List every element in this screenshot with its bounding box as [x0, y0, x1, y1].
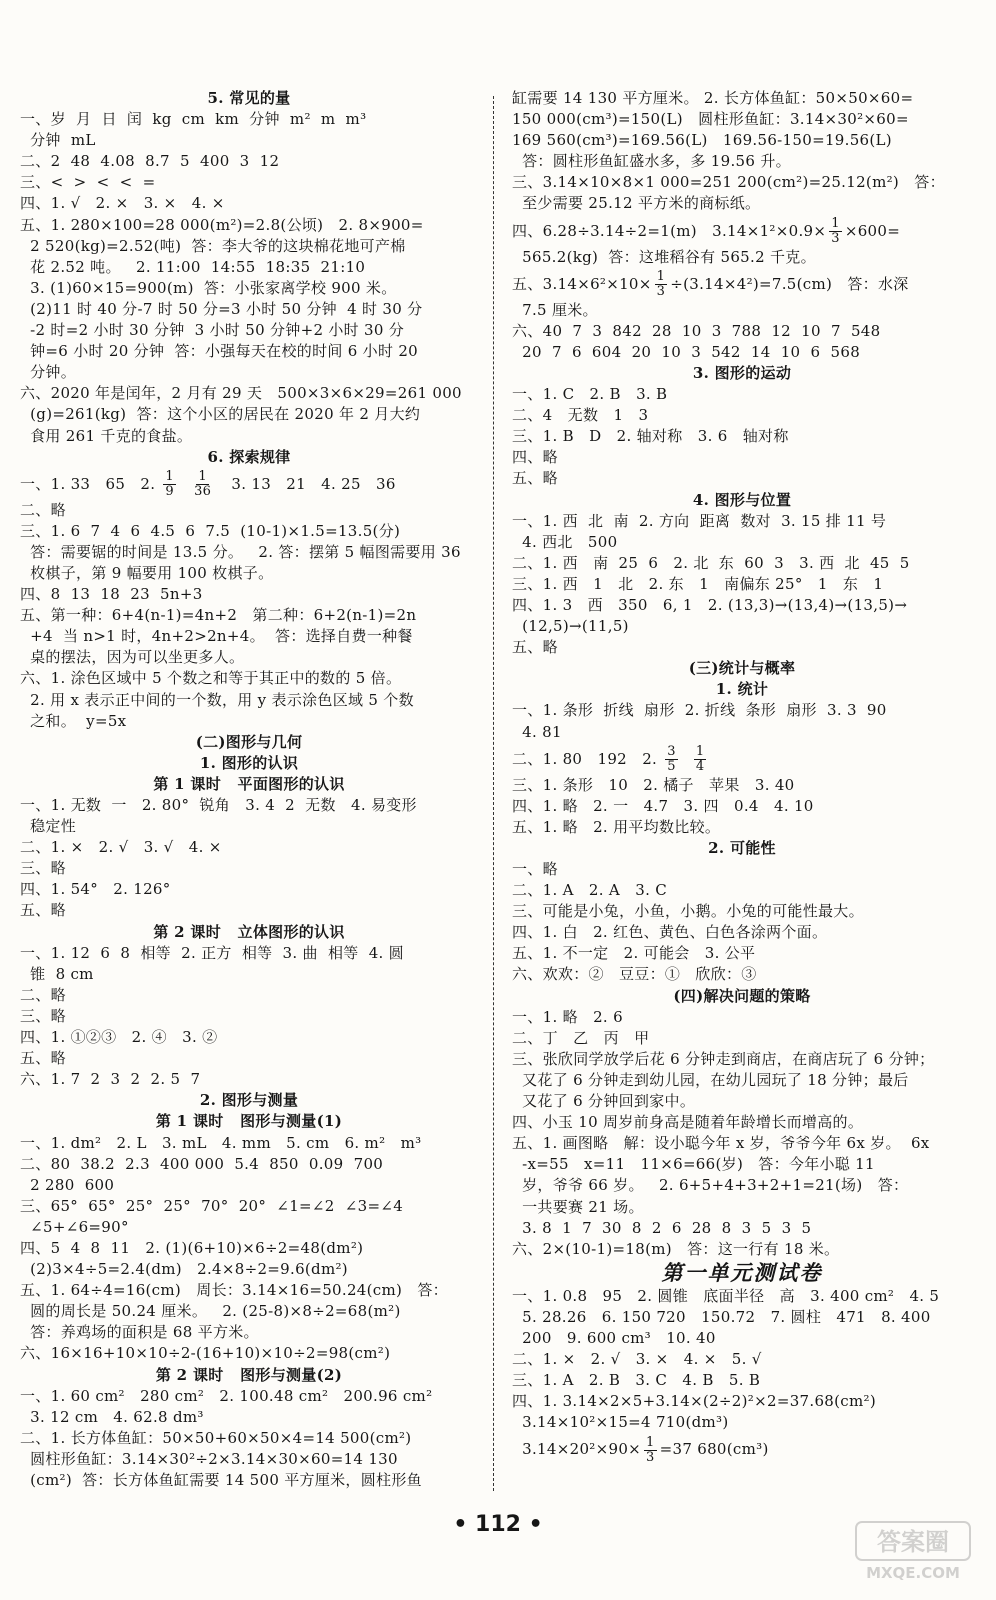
- line-text: 第 2 课时 立体图形的认识: [153, 922, 345, 941]
- line-text: 四、略: [512, 448, 558, 467]
- line-text: 200 9. 600 cm³ 10. 40: [512, 1328, 716, 1347]
- line-text: 钟=6 小时 20 分钟 答：小强每天在校的时间 6 小时 20: [20, 342, 419, 361]
- line-text: 五、1. 64÷4=16(cm) 周长：3.14×16=50.24(cm) 答：: [20, 1281, 448, 1300]
- line-text: 四、1. √ 2. × 3. × 4. ×: [20, 194, 225, 213]
- answer-line: [20, 130, 478, 151]
- line-text: 四、1. 54° 2. 126°: [20, 880, 171, 899]
- line-text: +4 当 n>1 时，4n+2>2n+4。 答：选择自费一种餐: [20, 627, 413, 646]
- answer-line: [512, 1049, 972, 1070]
- answer-line: [20, 1154, 478, 1175]
- answer-line: [512, 268, 972, 300]
- section-heading: [20, 774, 478, 795]
- line-text: 四、1. 3 西 350 6, 1 2. (13,3)→(13,4)→(13,5)→: [512, 595, 908, 614]
- answer-line: [20, 1196, 478, 1217]
- line-text: (cm²) 答：长方体鱼缸需要 14 500 平方厘米，圆柱形鱼: [20, 1471, 422, 1489]
- denominator: 3: [656, 284, 666, 300]
- section-heading: [512, 658, 972, 679]
- answer-line: [20, 1449, 478, 1470]
- line-text: 二、略: [20, 985, 66, 1004]
- section-heading: [20, 753, 478, 774]
- denominator: 5: [667, 759, 676, 775]
- answer-line: [20, 500, 478, 521]
- line-text: 一、1. 12 6 8 相等 2. 正方 相等 3. 曲 相等 4. 圆: [20, 943, 404, 962]
- answer-line: [512, 151, 972, 172]
- section-heading: [512, 363, 972, 384]
- numerator: 1: [695, 744, 705, 760]
- line-text: 565.2(kg) 答：这堆稻谷有 565.2 千克。: [512, 247, 816, 266]
- line-text: 1. 统计: [715, 680, 769, 699]
- answer-line: [512, 247, 972, 268]
- answer-line: [512, 775, 972, 796]
- line-text: -2 时=2 小时 30 分钟 3 小时 50 分钟+2 小时 30 分: [20, 321, 405, 340]
- answer-line: [20, 109, 478, 130]
- answer-line: [512, 468, 972, 489]
- line-text: 4. 图形与位置: [692, 490, 792, 509]
- answer-line: [20, 816, 478, 837]
- answer-line: [512, 532, 972, 553]
- line-text: 二、1. × 2. √ 3. √ 4. ×: [20, 838, 222, 857]
- answer-line: [512, 553, 972, 574]
- line-text: ÷(3.14×4²)=7.5(cm) 答：水深: [670, 274, 909, 293]
- line-text: 20 7 6 604 20 10 3 542 14 10 6 568: [512, 342, 861, 361]
- answer-line: [20, 1470, 478, 1491]
- line-text: 三、< > < < =: [20, 173, 156, 192]
- answer-line: [512, 901, 972, 922]
- line-text: 2 280 600: [20, 1175, 115, 1194]
- line-text: 一、1. dm² 2. L 3. mL 4. mm 5. cm 6. m² m³: [20, 1133, 422, 1152]
- answer-line: [20, 900, 478, 921]
- answer-line: [20, 1175, 478, 1196]
- line-text: (二)图形与几何: [195, 732, 303, 751]
- line-text: 答：养鸡场的面积是 68 平方米。: [20, 1323, 259, 1342]
- line-text: 三、可能是小兔，小鱼，小鹅。小兔的可能性最大。: [512, 902, 864, 921]
- answer-line: [512, 574, 972, 595]
- fraction: [694, 745, 707, 774]
- answer-line: [20, 1238, 478, 1259]
- line-text: 圆柱形鱼缸：3.14×30²÷2×3.14×30×60=14 130: [20, 1449, 398, 1468]
- line-text: 6. 探索规律: [207, 447, 291, 466]
- answer-line: [20, 320, 478, 341]
- answer-line: [20, 151, 478, 172]
- section-heading: [20, 88, 478, 109]
- section-heading: [20, 1090, 478, 1111]
- watermark-logo: [854, 1518, 972, 1582]
- line-text: 六、1. 涂色区域中 5 个数之和等于其正中的数的 5 倍。: [20, 669, 402, 688]
- answer-line: [512, 922, 972, 943]
- line-text: 五、第一种：6+4(n-1)=4n+2 第二种：6+2(n-1)=2n: [20, 606, 417, 625]
- answer-line: [20, 193, 478, 214]
- answer-line: [20, 647, 478, 668]
- line-text: 五、略: [512, 638, 558, 657]
- line-text: 一、1. C 2. B 3. B: [512, 385, 668, 404]
- answer-line: [512, 1070, 972, 1091]
- line-text: 四、8 13 18 23 5n+3: [20, 585, 203, 604]
- answer-line: [512, 1091, 972, 1112]
- line-text: 六、2020 年是闰年，2 月有 29 天 500×3×6×29=261 000: [20, 384, 462, 403]
- line-text: 五、1. 画图略 解：设小聪今年 x 岁，爷爷今年 6x 岁。 6x: [512, 1134, 930, 1153]
- svg-text:MXQE.COM: MXQE.COM: [866, 1564, 960, 1582]
- line-text: 之和。 y=5x: [20, 711, 127, 730]
- line-text: 三、1. A 2. B 3. C 4. B 5. B: [512, 1371, 761, 1390]
- line-text: 第 2 课时 图形与测量(2): [155, 1365, 343, 1384]
- answer-line: [20, 468, 478, 500]
- line-text: (g)=261(kg) 答：这个小区的居民在 2020 年 2 月大约: [20, 405, 421, 424]
- answer-line: [512, 700, 972, 721]
- line-text: 二、丁 乙 丙 甲: [512, 1028, 650, 1047]
- line-text: 六、欢欢：② 豆豆：① 欣欣：③: [512, 965, 757, 984]
- line-text: 又花了 6 分钟回到家中。: [512, 1092, 696, 1111]
- line-text: 一、略: [512, 860, 558, 878]
- line-text: 四、1. 白 2. 红色、黄色、白色各涂两个面。: [512, 923, 828, 942]
- denominator: 3: [831, 231, 840, 247]
- answer-line: [512, 511, 972, 532]
- answer-line: [20, 795, 478, 816]
- section-heading: [512, 986, 972, 1007]
- answer-line: [20, 521, 478, 542]
- line-text: 分钟。: [20, 363, 77, 382]
- line-text: 六、16×16+10×10÷2-(16+10)×10÷2=98(cm²): [20, 1344, 391, 1363]
- svg-text:答案圈: 答案圈: [877, 1528, 949, 1556]
- answer-line: [20, 257, 478, 278]
- line-text: 3.14×10²×15=4 710(dm³): [512, 1413, 729, 1432]
- line-text: 三、1. 条形 10 2. 橘子 苹果 3. 40: [512, 775, 795, 794]
- answer-line: [512, 817, 972, 838]
- answer-line: [512, 1133, 972, 1154]
- line-text: 三、1. B D 2. 轴对称 3. 6 轴对称: [512, 427, 789, 446]
- answer-line: [512, 743, 972, 775]
- line-text: 三、略: [20, 859, 66, 878]
- line-text: 二、1. × 2. √ 3. × 4. × 5. √: [512, 1350, 762, 1369]
- answer-line: [20, 1133, 478, 1154]
- line-text: 分钟 mL: [20, 131, 96, 150]
- line-text: 三、1. 西 1 北 2. 东 1 南偏东 25° 1 东 1: [512, 574, 884, 593]
- answer-line: [512, 637, 972, 658]
- answer-line: [20, 943, 478, 964]
- line-text: 第 1 课时 图形与测量(1): [155, 1112, 343, 1131]
- section-heading: [20, 1111, 478, 1132]
- denominator: 3: [646, 1449, 655, 1465]
- numerator: 1: [165, 469, 174, 485]
- answer-line: [20, 1048, 478, 1069]
- line-text: 五、略: [20, 1049, 66, 1068]
- line-text: 1. 图形的认识: [199, 753, 299, 772]
- line-text: 二、1. 长方体鱼缸：50×50+60×50×4=14 500(cm²): [20, 1428, 412, 1447]
- answer-line: [512, 1433, 972, 1465]
- line-text: 第一单元测试卷: [661, 1259, 823, 1285]
- answer-line: [20, 837, 478, 858]
- fraction: [644, 1436, 657, 1465]
- line-text: 二、80 38.2 2.3 400 000 5.4 850 0.09 700: [20, 1154, 384, 1173]
- line-text: 5. 28.26 6. 150 720 150.72 7. 圆柱 471 8. 400: [512, 1307, 931, 1326]
- section-heading: [20, 1365, 478, 1386]
- answer-line: [20, 1301, 478, 1322]
- line-text: 4. 西北 500: [512, 532, 618, 551]
- answer-line: [512, 964, 972, 985]
- section-heading: [20, 447, 478, 468]
- line-text: 3. 图形的运动: [692, 363, 792, 382]
- section-heading: [20, 922, 478, 943]
- answer-line: [20, 584, 478, 605]
- line-text: 锥 8 cm: [20, 964, 94, 983]
- fraction: [829, 217, 842, 246]
- answer-line: [512, 595, 972, 616]
- answer-line: [20, 404, 478, 425]
- answer-line: [20, 1069, 478, 1090]
- answer-line: [20, 879, 478, 900]
- answer-line: [20, 858, 478, 879]
- answer-line: [20, 1006, 478, 1027]
- answer-line: [512, 384, 972, 405]
- answer-line: [512, 1239, 972, 1260]
- answer-line: [20, 278, 478, 299]
- denominator: 36: [194, 484, 212, 500]
- answer-line: [512, 130, 972, 151]
- answer-line: [20, 215, 478, 236]
- section-heading: [20, 732, 478, 753]
- line-text: (2)11 时 40 分-7 时 50 分=3 小时 50 分钟 4 时 30 分: [20, 299, 423, 318]
- answer-line: [512, 172, 972, 193]
- line-text: 3. 8 1 7 30 8 2 6 28 8 3 5 3 5: [512, 1218, 812, 1237]
- line-text: 六、2×(10-1)=18(m) 答：这一行有 18 米。: [512, 1239, 840, 1258]
- line-text: ∠5+∠6=90°: [20, 1217, 129, 1236]
- line-text: 二、1. 80 192 2.: [512, 749, 663, 768]
- line-text: 四、5 4 8 11 2. (1)(6+10)×6÷2=48(dm²): [20, 1238, 364, 1257]
- line-text: 2. 图形与测量: [199, 1091, 299, 1110]
- answer-line: [512, 1007, 972, 1028]
- answer-line: [20, 1322, 478, 1343]
- answer-line: [512, 1175, 972, 1196]
- line-text: ×600=: [844, 221, 901, 240]
- answer-line: [20, 690, 478, 711]
- line-text: (12,5)→(11,5): [512, 617, 629, 636]
- line-text: 六、40 7 3 842 28 10 3 788 12 10 7 548: [512, 321, 881, 340]
- line-text: 三、1. 6 7 4 6 4.5 6 7.5 (10-1)×1.5=13.5(分): [20, 521, 401, 540]
- column-divider: [493, 96, 494, 1491]
- answer-line: [512, 1412, 972, 1433]
- line-text: 三、张欣同学放学后花 6 分钟走到商店，在商店玩了 6 分钟；: [512, 1049, 935, 1068]
- line-text: =37 680(cm³): [659, 1440, 769, 1459]
- line-text: 五、1. 略 2. 用平均数比较。: [512, 817, 721, 836]
- line-text: 2 520(kg)=2.52(吨) 答：李大爷的这块棉花地可产棉: [20, 236, 406, 255]
- line-text: 169 560(cm³)=169.56(L) 169.56-150=19.56(L): [512, 131, 892, 150]
- answer-line: [512, 300, 972, 321]
- answer-line: [512, 1307, 972, 1328]
- line-text: 五、3.14×6²×10×: [512, 274, 652, 293]
- answer-line: [20, 1259, 478, 1280]
- answer-line: [20, 626, 478, 647]
- line-text: 五、略: [512, 469, 558, 488]
- section-heading: [512, 838, 972, 859]
- answer-line: [512, 1197, 972, 1218]
- line-text: 枚棋子，第 9 幅要用 100 枚棋子。: [20, 563, 274, 582]
- answer-line: [20, 542, 478, 563]
- line-text: [681, 750, 691, 768]
- answer-line: [512, 193, 972, 214]
- answer-line: [512, 1328, 972, 1349]
- answer-line: [512, 109, 972, 130]
- line-text: 缸需要 14 130 平方厘米。 2. 长方体鱼缸：50×50×60=: [512, 89, 914, 107]
- answer-line: [512, 722, 972, 743]
- line-text: 答：圆柱形鱼缸盛水多，多 19.56 升。: [512, 152, 791, 171]
- answer-line: [512, 1028, 972, 1049]
- answer-line: [20, 1407, 478, 1428]
- line-text: 4. 81: [512, 722, 562, 741]
- line-text: 桌的摆法，因为可以坐更多人。: [20, 648, 245, 667]
- line-text: 第 1 课时 平面图形的认识: [153, 774, 345, 793]
- answer-line: [20, 299, 478, 320]
- line-text: 二、1. A 2. A 3. C: [512, 881, 667, 900]
- answer-line: [20, 711, 478, 732]
- answer-line: [20, 1027, 478, 1048]
- answer-line: [512, 1112, 972, 1133]
- answer-line: [512, 943, 972, 964]
- answer-line: [512, 1370, 972, 1391]
- answer-line: [20, 341, 478, 362]
- answer-line: [20, 1280, 478, 1301]
- line-text: (三)统计与概率: [688, 659, 796, 678]
- line-text: 四、1. ①②③ 2. ④ 3. ②: [20, 1028, 218, 1047]
- answer-line: [512, 342, 972, 363]
- line-text: 3.14×20²×90×: [512, 1440, 642, 1459]
- answer-line: [20, 362, 478, 383]
- line-text: 一共要赛 21 场。: [512, 1197, 644, 1216]
- line-text: 五、略: [20, 901, 66, 920]
- line-text: 三、略: [20, 1006, 66, 1025]
- answer-line: [512, 447, 972, 468]
- answer-line: [20, 1217, 478, 1238]
- line-text: 2. 可能性: [708, 838, 776, 857]
- line-text: 一、1. 60 cm² 280 cm² 2. 100.48 cm² 200.96 cm²: [20, 1386, 433, 1405]
- line-text: 二、1. 西 南 25 6 2. 北 东 60 3 3. 西 北 45 5: [512, 553, 910, 572]
- answer-line: [512, 859, 972, 880]
- numerator: 1: [656, 269, 666, 285]
- line-text: 150 000(cm³)=150(L) 圆柱形鱼缸：3.14×30²×60=: [512, 110, 909, 129]
- answer-line: [20, 1386, 478, 1407]
- line-text: 二、略: [20, 500, 66, 519]
- answer-line: [20, 1428, 478, 1449]
- right-answer-column: [512, 88, 972, 1465]
- line-text: 四、6.28÷3.14÷2=1(m) 3.14×1²×0.9×: [512, 221, 827, 240]
- line-text: 花 2.52 吨。 2. 11:00 14:55 18:35 21:10: [20, 257, 366, 276]
- line-text: 3. 13 21 4. 25 36: [216, 474, 396, 493]
- section-heading: [512, 490, 972, 511]
- answer-line: [512, 1218, 972, 1239]
- answer-line: [20, 172, 478, 193]
- line-text: 岁，爷爷 66 岁。 2. 6+5+4+3+2+1=21(场) 答：: [512, 1176, 909, 1195]
- line-text: 三、65° 65° 25° 25° 70° 20° ∠1=∠2 ∠3=∠4: [20, 1196, 404, 1215]
- line-text: 3. 12 cm 4. 62.8 dm³: [20, 1407, 204, 1426]
- line-text: (四)解决问题的策略: [673, 986, 811, 1005]
- answer-line: [20, 383, 478, 404]
- answer-line: [512, 215, 972, 247]
- answer-line: [20, 668, 478, 689]
- left-answer-column: [20, 88, 478, 1491]
- answer-line: [512, 796, 972, 817]
- line-text: 圆的周长是 50.24 厘米。 2. (25-8)×8÷2=68(m²): [20, 1302, 401, 1321]
- line-text: 六、1. 7 2 3 2 2. 5 7: [20, 1070, 201, 1089]
- line-text: 二、4 无数 1 3: [512, 406, 649, 425]
- line-text: 四、1. 略 2. 一 4.7 3. 四 0.4 4. 10: [512, 796, 814, 815]
- page-number: • 112 •: [453, 1512, 543, 1537]
- answer-line: [512, 1349, 972, 1370]
- fraction: [192, 470, 213, 499]
- line-text: 三、3.14×10×8×1 000=251 200(cm²)=25.12(m²) 答：: [512, 173, 945, 192]
- numerator: 1: [646, 1434, 655, 1450]
- denominator: 4: [695, 759, 705, 775]
- answer-line: [20, 964, 478, 985]
- line-text: 一、1. 无数 一 2. 80° 锐角 3. 4 2 无数 4. 易变形: [20, 796, 417, 814]
- line-text: 3. (1)60×15=900(m) 答：小张家离学校 900 米。: [20, 278, 397, 297]
- line-text: 一、岁 月 日 闰 kg cm km 分钟 m² m m³: [20, 110, 367, 129]
- line-text: 又花了 6 分钟走到幼儿园，在幼儿园玩了 18 分钟；最后: [512, 1070, 909, 1089]
- line-text: 答：需要锯的时间是 13.5 分。 2. 答：摆第 5 幅图需要用 36: [20, 542, 461, 561]
- answer-line: [512, 321, 972, 342]
- line-text: 至少需要 25.12 平方米的商标纸。: [512, 194, 761, 213]
- line-text: 一、1. 西 北 南 2. 方向 距离 数对 3. 15 排 11 号: [512, 511, 887, 530]
- fraction: [665, 745, 678, 774]
- numerator: 1: [831, 216, 840, 232]
- line-text: 一、1. 略 2. 6: [512, 1007, 623, 1026]
- line-text: 5. 常见的量: [207, 89, 291, 107]
- answer-line: [512, 405, 972, 426]
- fraction: [655, 270, 668, 299]
- denominator: 9: [165, 484, 174, 500]
- answer-line: [20, 605, 478, 626]
- numerator: 1: [198, 469, 207, 485]
- line-text: 食用 261 千克的食盐。: [20, 426, 193, 445]
- answer-line: [20, 1343, 478, 1364]
- answer-line: [20, 985, 478, 1006]
- section-heading: [512, 1260, 972, 1286]
- answer-line: [512, 1154, 972, 1175]
- line-text: 一、1. 条形 折线 扇形 2. 折线 条形 扇形 3. 3 90: [512, 701, 887, 720]
- line-text: [179, 475, 189, 493]
- answer-line: [512, 88, 972, 109]
- answer-line: [20, 236, 478, 257]
- line-text: 稳定性: [20, 817, 77, 836]
- line-text: 一、1. 33 65 2.: [20, 474, 161, 493]
- line-text: 7.5 厘米。: [512, 300, 598, 319]
- line-text: 五、1. 不一定 2. 可能会 3. 公平: [512, 944, 756, 963]
- fraction: [163, 470, 176, 499]
- answer-line: [20, 426, 478, 447]
- line-text: 五、1. 280×100=28 000(m²)=2.8(公顷) 2. 8×900=: [20, 215, 424, 234]
- line-text: 四、小玉 10 周岁前身高是随着年龄增长而增高的。: [512, 1113, 864, 1132]
- answer-line: [512, 880, 972, 901]
- line-text: 2. 用 x 表示正中间的一个数，用 y 表示涂色区域 5 个数: [20, 690, 414, 709]
- line-text: (2)3×4÷5=2.4(dm) 2.4×8÷2=9.6(dm²): [20, 1260, 348, 1279]
- line-text: 四、1. 3.14×2×5+3.14×(2÷2)²×2=37.68(cm²): [512, 1392, 876, 1411]
- line-text: -x=55 x=11 11×6=66(岁) 答：今年小聪 11: [512, 1155, 875, 1174]
- answer-line: [512, 1286, 972, 1307]
- line-text: 二、2 48 4.08 8.7 5 400 3 12: [20, 152, 280, 171]
- answer-line: [512, 426, 972, 447]
- section-heading: [512, 679, 972, 700]
- numerator: 3: [667, 744, 676, 760]
- answer-line: [512, 1391, 972, 1412]
- line-text: 一、1. 0.8 95 2. 圆锥 底面半径 高 3. 400 cm² 4. 5: [512, 1286, 940, 1305]
- answer-line: [20, 563, 478, 584]
- answer-line: [512, 616, 972, 637]
